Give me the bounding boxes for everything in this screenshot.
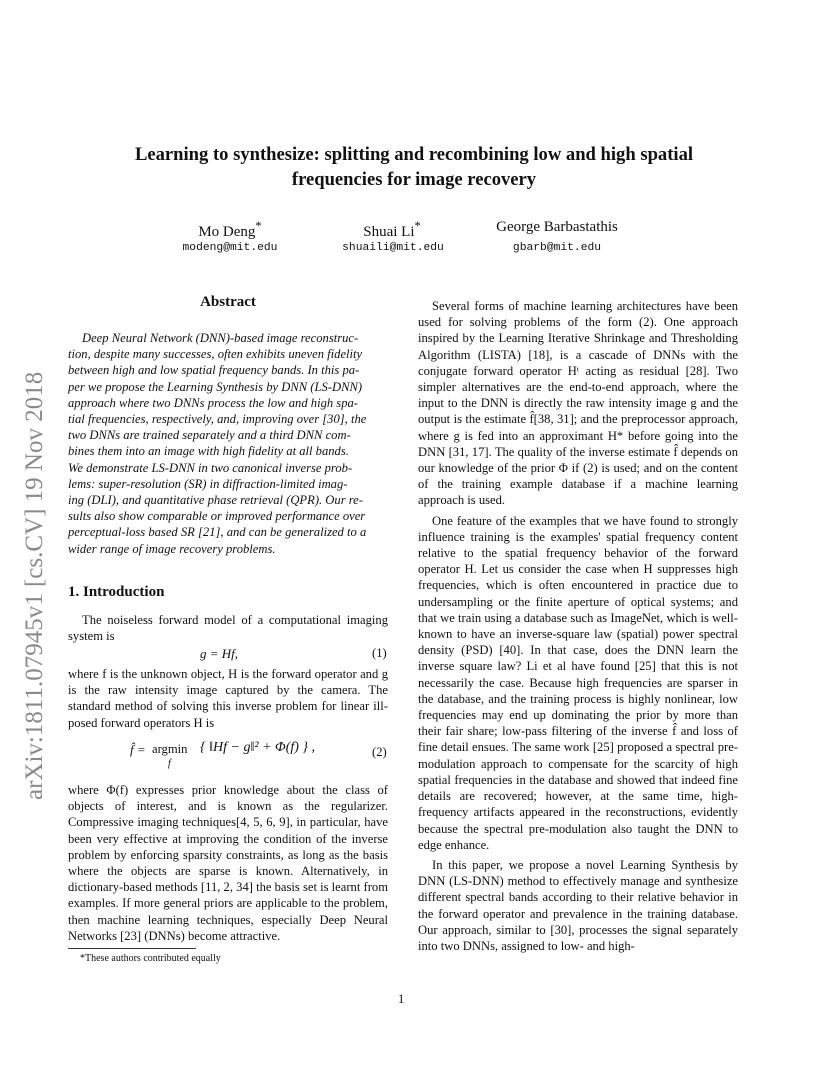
abstract-line: bines them into an image with high fidelity at all bands. [68, 444, 349, 459]
paragraph-text: where Φ(f) expresses prior knowledge about the class of objects of interest, and is known as the regularizer. Compressive imaging techniques[4, 5, 6, 9], in particular, have been very effective at improving the condition of the inverse problem by enforcing sparsity constraints, as long as the basis where the objects are sparse is known. Alternatively, in dictionary-based methods [11, 2, 34] the basis set is learnt from examples. If more general priors are applicable to the problem, then machine learning techniques, especially Deep Neural Networks [23] (DNNs) become attractive. [68, 783, 388, 943]
equation-2-body: { ‖Hf − g‖² + Φ(f) } , [200, 740, 316, 755]
author-1-email: modeng@mit.edu [182, 242, 278, 254]
author-2-email: shuaili@mit.edu [342, 242, 444, 254]
abstract-heading: Abstract [200, 294, 256, 310]
abstract-line: tion, despite many successes, often exhibits uneven fidelity [68, 347, 363, 362]
equation-1-number: (1) [372, 646, 387, 660]
abstract-line: We demonstrate LS-DNN in two canonical inverse prob- [68, 460, 353, 475]
abstract-body [68, 330, 388, 557]
abstract-line: wider range of image recovery problems. [68, 541, 276, 556]
equation-1: g = Hf, [200, 646, 239, 661]
equation-2-number: (2) [372, 745, 387, 759]
arxiv-stamp: arXiv:1811.07945v1 [cs.CV] 19 Nov 2018 [21, 371, 48, 800]
abstract-line: between high and low spatial frequency bands. In this pa- [68, 363, 360, 378]
intro-paragraph-1 [68, 612, 388, 644]
title-line-1: Learning to synthesize: splitting and recombining low and high spatial [134, 144, 694, 165]
abstract-line: approach where two DNNs process the low and high spa- [68, 395, 358, 410]
abstract-line: lems: super-resolution (SR) in diffraction-limited imag- [68, 476, 348, 491]
title-line-2: frequencies for image recovery [291, 169, 537, 190]
paragraph-text: The noiseless forward model of a computational imaging system is [68, 613, 388, 644]
author-2-mark: * [414, 219, 421, 233]
intro-paragraph-3 [68, 782, 388, 944]
equation-2-subscript: f [168, 758, 171, 769]
right-paragraph-2: One feature of the examples that we have found to strongly influence training is the examples' spatial frequency content relative to the spatial frequency behavior of the forward operator H. Let us consider the case when H suppresses high frequencies, which is often encountered in practice due to undersampling or the finite aperture of optical systems; and that we train using a database such as ImageNet, which is well-known to have an inverse-square law (spatial) power spectral density (PSD) [40]. In that case, does the DNN learn the inverse square law? Li et al have found [25] that this is not necessarily the case. Because high frequencies are sparser in the database, and the training process is highly nonlinear, low frequencies may end up dominating the prior by more than their fair share; low-pass filtering of the inverse f̂ and loss of fine detail ensues. The same work [25] proposed a spectral pre-modulation approach to compensate for the scarcity of high spatial frequencies in the database and showed that indeed fine details are recovered; however, at the same time, high-frequency artifacts appeared in the reconstructions, evidently because the spectral pre-modulation also taught the DNN to edge enhance. [418, 513, 738, 852]
footnote: *These authors contributed equally [80, 953, 221, 964]
page-number: 1 [398, 992, 405, 1006]
author-3 [472, 219, 642, 236]
section-heading-introduction: 1. Introduction [68, 584, 165, 600]
right-paragraph-3: In this paper, we propose a novel Learning Synthesis by DNN (LS-DNN) method to effectively manage and synthesize different spectral bands according to their relative behavior in the forward operator and prevalence in the training database. Our approach, similar to [30], processes the signal separately into two DNNs, assigned to low- and high- [418, 857, 738, 953]
abstract-line: tial frequencies, respectively, and, improving over [30], the [68, 412, 367, 427]
abstract-line: ing (DLI), and quantitative phase retrieval (QPR). Our re- [68, 493, 363, 508]
author-2 [322, 219, 462, 241]
abstract-line: per we propose the Learning Synthesis by DNN (LS-DNN) [68, 379, 363, 394]
intro-paragraph-2 [68, 666, 388, 731]
author-3-email: gbarb@mit.edu [512, 242, 602, 254]
abstract-line: two DNNs are trained separately and a third DNN com- [68, 428, 351, 443]
paper-title [60, 142, 768, 192]
paragraph-text: where f is the unknown object, H is the forward operator and g is the raw intensity image captured by the camera. The standard method of solving this inverse problem for linear ill-posed forward operators H is [68, 667, 388, 730]
author-2-name: Shuai Li [363, 224, 415, 240]
equation-2-argmin: argmin [152, 742, 188, 756]
abstract-line: perceptual-loss based SR [21], and can be generalized to a [68, 525, 367, 540]
author-1 [160, 219, 300, 241]
author-1-name: Mo Deng [198, 224, 256, 240]
abstract-line: Deep Neural Network (DNN)-based image reconstruc- [82, 331, 359, 345]
author-1-mark: * [255, 219, 262, 233]
right-column [418, 298, 738, 954]
right-paragraph-1: Several forms of machine learning architectures have been used for solving problems of the form (2). One approach inspired by the Learning Iterative Shrinkage and Thresholding Algorithm (LISTA) [18], is a cascade of DNNs with the conjugate forward operator Hᵗ acting as residual [28]. Two simpler alternatives are the end-to-end approach, where the input to the DNN is directly the raw intensity image g and the output is the estimate f̂[38, 31]; and the preprocessor approach, where g is fed into an approximant H* before going into the DNN [31, 17]. The quality of the inverse estimate f̂ depends on our knowledge of the prior Φ if (2) is used; and on the content of the training example database if a machine learning approach is used. [418, 299, 738, 508]
footnote-rule [68, 948, 196, 949]
equation-2-lhs: f̂ = [130, 742, 146, 757]
abstract-line: sults also show comparable or improved performance over [68, 509, 366, 524]
author-3-name: George Barbastathis [496, 219, 618, 235]
